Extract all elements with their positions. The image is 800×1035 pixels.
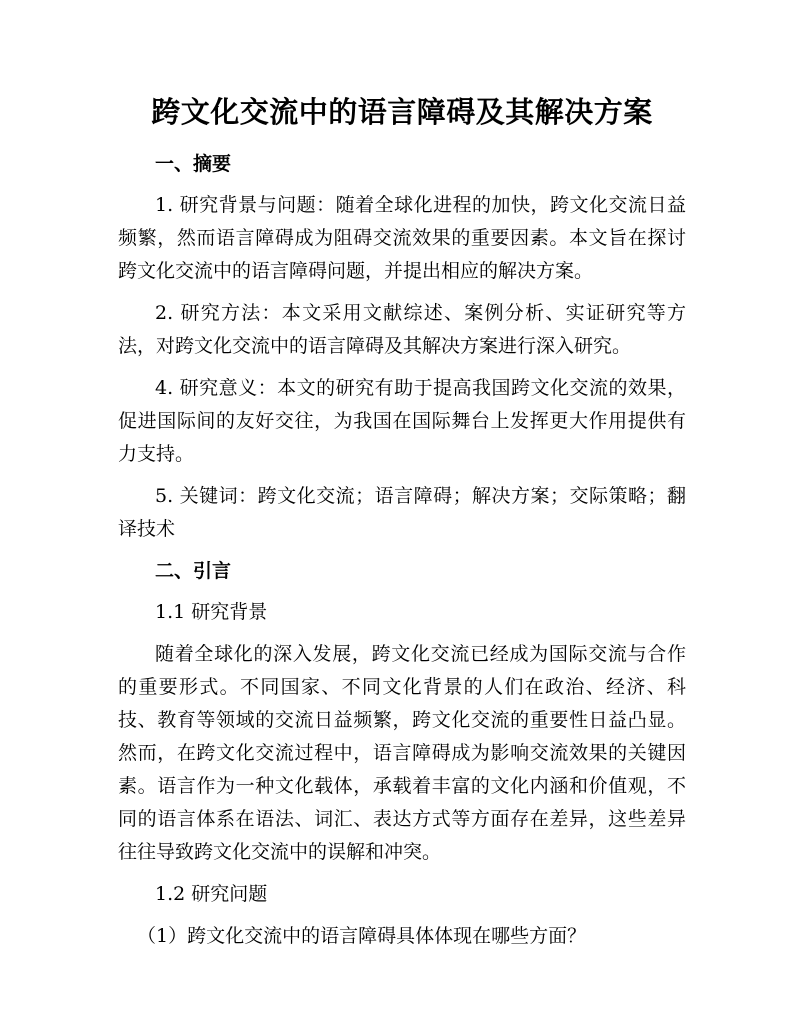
problem-subheading: 1.2 研究问题 [155, 883, 268, 905]
document-title: 跨文化交流中的语言障碍及其解决方案 [151, 95, 653, 129]
background-subheading: 1.1 研究背景 [155, 601, 268, 623]
abstract-item-method: 2. 研究方法：本文采用文献综述、案例分析、实证研究等方法，对跨文化交流中的语言障碍及其解决方案进行深入研究。 [118, 302, 686, 357]
background-paragraph: 随着全球化的深入发展，跨文化交流已经成为国际交流与合作的重要形式。不同国家、不同文化背景的人们在政治、经济、科技、教育等领域的交流日益频繁，跨文化交流的重要性日益凸显。然而，在跨文化交流过程中，语言障碍成为影响交流效果的关键因素。语言作为一种文化载体，承载着丰富的文化内涵和价值观，不同的语言体系在语法、词汇、表达方式等方面存在差异，这些差异往往导致跨文化交流中的误解和冲突。 [118, 643, 686, 863]
research-question-1: （1）跨文化交流中的语言障碍具体体现在哪些方面？ [137, 925, 587, 947]
document-page [118, 92, 686, 962]
abstract-item-keywords: 5. 关键词：跨文化交流；语言障碍；解决方案；交际策略；翻译技术 [118, 485, 686, 540]
abstract-item-significance: 4. 研究意义：本文的研究有助于提高我国跨文化交流的效果，促进国际间的友好交往，为我国在国际舞台上发挥更大作用提供有力支持。 [118, 377, 686, 465]
abstract-item-background: 1. 研究背景与问题：随着全球化进程的加快，跨文化交流日益频繁，然而语言障碍成为阻碍交流效果的重要因素。本文旨在探讨跨文化交流中的语言障碍问题，并提出相应的解决方案。 [118, 194, 686, 282]
introduction-heading: 二、引言 [155, 560, 232, 582]
abstract-heading: 一、摘要 [155, 153, 232, 175]
